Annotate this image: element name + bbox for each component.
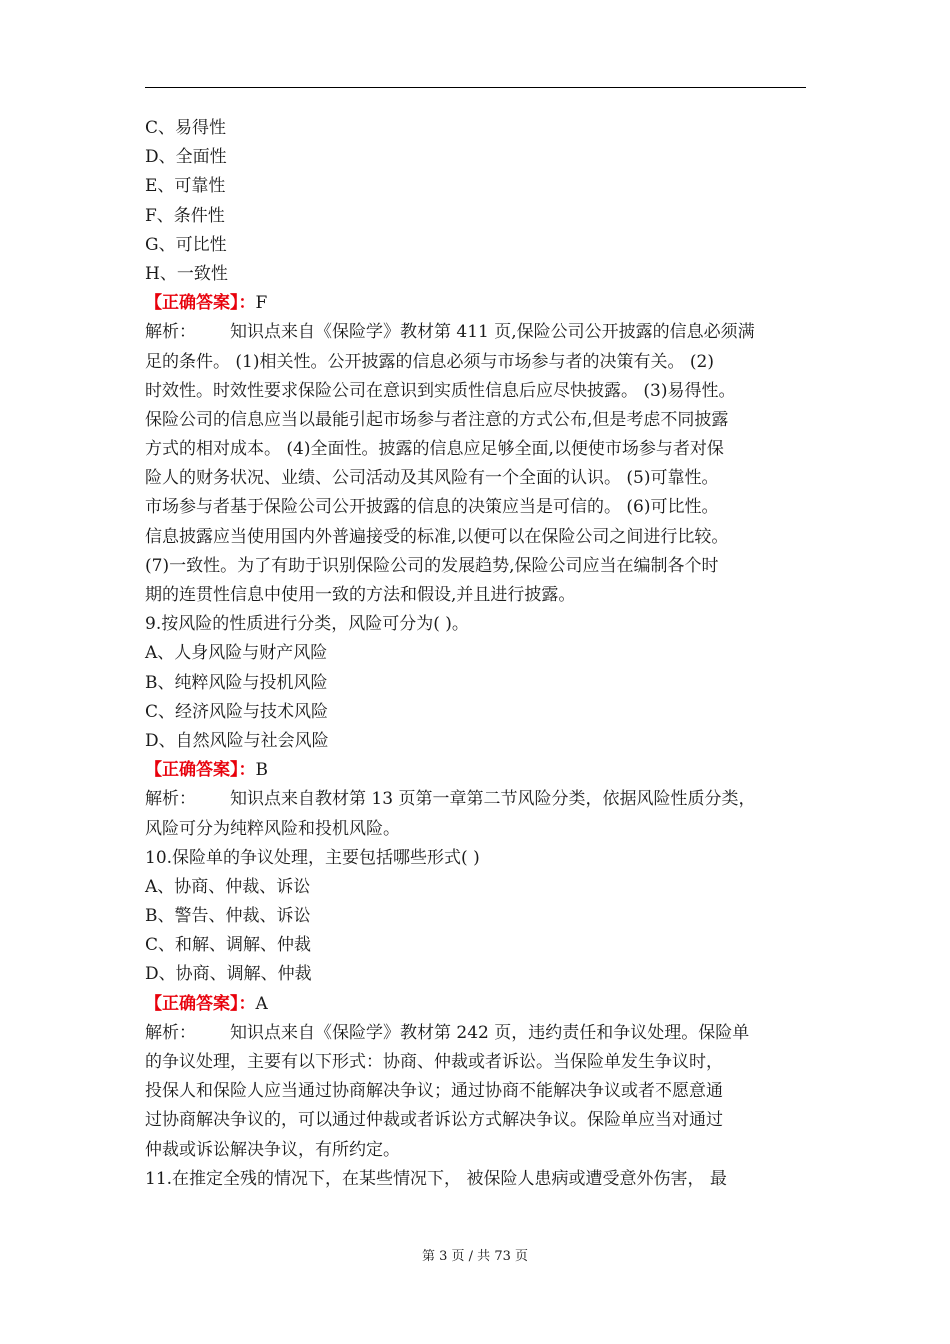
option-f: F、条件性: [145, 205, 225, 226]
answer-label: 【正确答案】：: [145, 760, 256, 781]
answer-value: F: [255, 293, 268, 314]
analysis-line: 的争议处理，主要有以下形式：协商、仲裁或者诉讼。当保险单发生争议时，: [145, 1052, 723, 1072]
option-a: A、协商、仲裁、诉讼: [145, 876, 311, 897]
q11-question: 11.在推定全残的情况下，在某些情况下， 被保险人患病或遭受意外伤害， 最: [145, 1168, 727, 1189]
analysis-line: 风险可分为纯粹风险和投机风险。: [145, 818, 400, 839]
option-d: D、全面性: [145, 147, 227, 168]
analysis-line: 投保人和保险人应当通过协商解决争议；通过协商不能解决争议或者不愿意通: [145, 1081, 723, 1102]
analysis-line: 险人的财务状况、业绩、公司活动及其风险有一个全面的认识。 (5)可靠性。: [145, 468, 719, 489]
option-e: E、可靠性: [145, 176, 226, 197]
header-rule: [145, 87, 806, 88]
q9-question: 9.按风险的性质进行分类，风险可分为( )。: [145, 614, 469, 635]
analysis-line: 过协商解决争议的，可以通过仲裁或者诉讼方式解决争议。保险单应当对通过: [145, 1110, 723, 1131]
q9-options: [145, 639, 806, 756]
analysis-line: 仲裁或诉讼解决争议，有所约定。: [145, 1139, 400, 1160]
analysis-label: 解析：: [145, 1022, 196, 1043]
option-g: G、可比性: [145, 234, 227, 255]
q8-analysis: [145, 318, 806, 610]
analysis-line: 知识点来自《保险学》教材第 242 页，违约责任和争议处理。保险单: [230, 1022, 750, 1043]
page-content: [145, 114, 806, 1194]
analysis-line: 市场参与者基于保险公司公开披露的信息的决策应当是可信的。 (6)可比性。: [145, 497, 719, 518]
option-b: B、纯粹风险与投机风险: [145, 672, 328, 693]
q10-answer: [145, 990, 806, 1019]
q9-answer: [145, 756, 806, 785]
option-d: D、协商、调解、仲裁: [145, 964, 312, 985]
analysis-line: 信息披露应当使用国内外普遍接受的标准,以便可以在保险公司之间进行比较。: [145, 526, 729, 547]
answer-value: A: [255, 993, 268, 1014]
analysis-line: (7)一致性。为了有助于识别保险公司的发展趋势,保险公司应当在编制各个时: [145, 555, 719, 576]
analysis-line: 知识点来自《保险学》教材第 411 页,保险公司公开披露的信息必须满: [230, 322, 755, 343]
answer-value: B: [255, 760, 268, 781]
analysis-line: 时效性。时效性要求保险公司在意识到实质性信息后应尽快披露。 (3)易得性。: [145, 380, 736, 401]
option-b: B、警告、仲裁、诉讼: [145, 906, 311, 927]
page-footer: 第 3 页 / 共 73 页: [422, 1249, 528, 1264]
analysis-line: 知识点来自教材第 13 页第一章第二节风险分类，依据风险性质分类，: [230, 789, 756, 810]
analysis-line: 期的连贯性信息中使用一致的方法和假设,并且进行披露。: [145, 585, 576, 605]
analysis-label: 解析：: [145, 322, 196, 343]
analysis-line: 方式的相对成本。 (4)全面性。披露的信息应足够全面,以便使市场参与者对保: [145, 439, 724, 460]
q10-analysis: [145, 1019, 806, 1165]
q10-question: 10.保险单的争议处理，主要包括哪些形式( ): [145, 847, 480, 868]
option-h: H、一致性: [145, 263, 228, 284]
answer-label: 【正确答案】：: [145, 293, 256, 314]
q10-options: [145, 873, 806, 990]
option-c: C、易得性: [145, 118, 227, 138]
analysis-label: 解析：: [145, 789, 196, 810]
option-c: C、和解、调解、仲裁: [145, 935, 312, 956]
q9-analysis: [145, 785, 806, 843]
option-c: C、经济风险与技术风险: [145, 701, 329, 722]
q8-answer: [145, 289, 806, 318]
analysis-line: 足的条件。 (1)相关性。公开披露的信息必须与市场参与者的决策有关。 (2): [145, 351, 714, 372]
analysis-line: 保险公司的信息应当以最能引起市场参与者注意的方式公布,但是考虑不同披露: [145, 409, 729, 430]
option-d: D、自然风险与社会风险: [145, 730, 329, 751]
answer-label: 【正确答案】：: [145, 993, 256, 1014]
option-a: A、人身风险与财产风险: [145, 643, 328, 664]
q8-options: [145, 114, 806, 289]
